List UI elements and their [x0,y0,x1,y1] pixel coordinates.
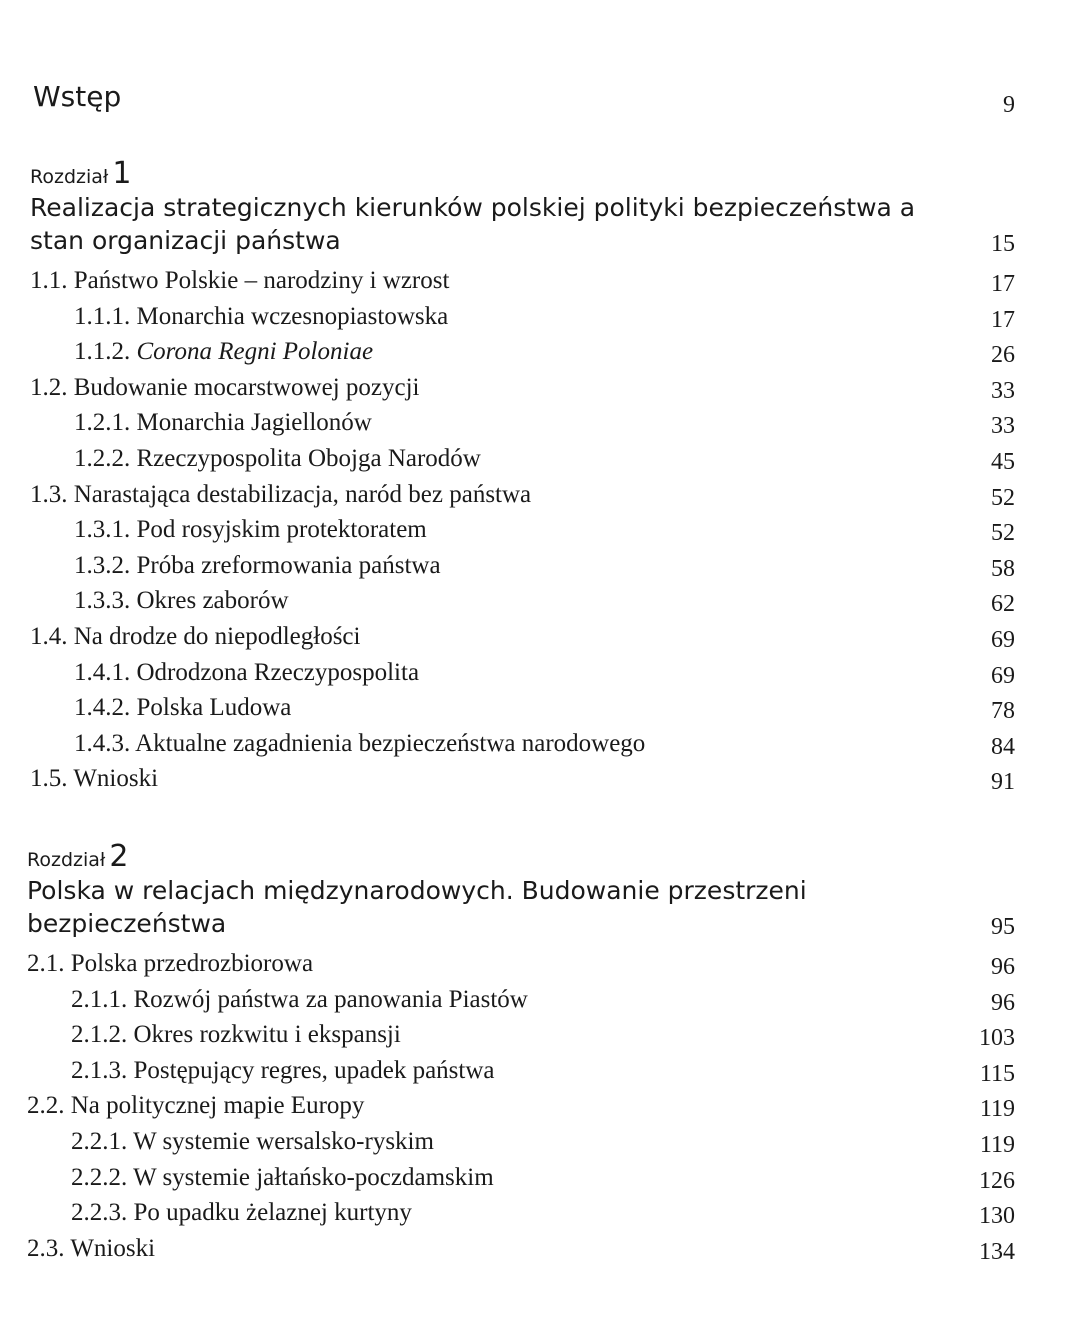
toc-entry-number: 2.3. [27,1234,65,1262]
toc-subsection-entry [30,726,1015,762]
toc-entry-label [30,370,420,406]
chapter-title: Realizacja strategicznych kierunków polskiej polityki bezpieczeństwa a stan organizacji państwa [30,193,916,255]
toc-entry-title: Polska przedrozbiorowa [70,950,314,977]
toc-section-entry [27,946,1015,982]
chapter-number: 1 [112,156,132,191]
toc-entry-title: Okres zaborów [136,587,289,615]
chapter-title-row [30,191,1015,257]
toc-entry-page-number: 115 [979,1060,1015,1087]
toc-entry-title: W systemie jałtańsko-poczdamskim [133,1163,494,1191]
chapter-heading [30,156,1015,191]
toc-entry-page-number: 33 [991,413,1015,440]
toc-entry-number: 1.4.2. [74,694,131,722]
toc-subsection-entry [30,583,1015,619]
toc-entry-page-number: 17 [991,306,1015,333]
toc-entry-number: 1.2. [30,373,68,401]
toc-entry-label [30,334,373,370]
toc-entry-title: Corona Regni Poloniae [136,338,374,366]
toc-subsection-entry [27,1195,1015,1231]
toc-entry-page-number: 62 [991,591,1015,618]
toc-entry-label [27,1231,155,1267]
toc-entry-page-number: 96 [991,989,1015,1016]
toc-entry-label [30,263,449,299]
toc-entry-page-number: 130 [979,1203,1015,1230]
toc-entry-page-number: 91 [991,769,1015,796]
chapter-1 [30,156,1015,797]
toc-entry-page-number: 17 [991,271,1015,297]
toc-entry-title: Monarchia wczesnopiastowska [136,302,449,330]
toc-subsection-entry [30,405,1015,441]
intro-page-number: 9 [1003,92,1015,118]
toc-subsection-entry [27,1160,1015,1196]
toc-entry-title: Państwo Polskie – narodziny i wzrost [73,267,450,294]
toc-entry-label [30,477,531,513]
chapter-heading [27,839,1015,874]
toc-entry-label [30,619,360,655]
toc-entry-title: Budowanie mocarstwowej pozycji [73,373,420,401]
toc-entry-label [27,982,528,1018]
toc-entry-label [30,548,441,584]
toc-entry-title: Odrodzona Rzeczypospolita [136,658,420,686]
toc-entry-page-number: 78 [991,698,1015,725]
toc-entry-number: 2.2.3. [71,1199,128,1227]
toc-entry-number: 1.4. [30,622,68,650]
toc-entry-page-number: 126 [979,1167,1015,1194]
toc-entry-page-number: 119 [979,1096,1015,1123]
toc-entry-number: 2.1. [27,950,65,977]
chapter-number: 2 [109,839,129,874]
toc-subsection-entry [27,1124,1015,1160]
toc-entry-page-number: 96 [991,954,1015,980]
toc-entry-number: 2.1.1. [71,985,128,1013]
toc-entry-number: 1.4.3. [74,729,131,757]
toc-entry-page-number: 58 [991,555,1015,582]
toc-entry-number: 1.3.3. [74,587,131,615]
toc-entry-page-number: 103 [979,1025,1015,1052]
toc-entry-label [30,441,481,477]
intro-title: Wstęp [33,80,122,113]
toc-entry-number: 1.5. [30,765,68,793]
toc-subsection-entry [30,690,1015,726]
toc-section-entry [30,477,1015,513]
toc-entry-page-number: 52 [991,484,1015,511]
toc-entry-label [30,299,448,335]
toc-entry-label [27,1124,434,1160]
chapter-2-entries [27,946,1015,1266]
toc-entry-title: Na politycznej mapie Europy [70,1092,365,1120]
toc-subsection-entry [30,512,1015,548]
toc-entry-number: 1.3.2. [74,551,131,579]
chapter-label: Rozdział [30,166,109,188]
chapter-page-number: 95 [991,914,1015,940]
chapter-label: Rozdział [27,849,106,871]
toc-entry-number: 1.1.1. [74,302,131,330]
toc-entry-number: 1.4.1. [74,658,131,686]
toc-entry-page-number: 119 [979,1131,1015,1158]
toc-entry-label [27,1017,401,1053]
toc-entry-page-number: 45 [991,448,1015,475]
toc-entry-page-number: 134 [979,1238,1015,1265]
toc-subsection-entry [30,299,1015,335]
toc-entry-label [27,1053,495,1089]
toc-entry-title: W systemie wersalsko-ryskim [133,1127,434,1155]
toc-entry-number: 2.2.1. [71,1127,128,1155]
toc-entry-page-number: 26 [991,342,1015,369]
toc-entry-title: Pod rosyjskim protektoratem [136,516,427,544]
toc-section-entry [27,1088,1015,1124]
toc-entry-number: 2.2. [27,1092,65,1120]
chapter-2 [27,839,1015,1266]
toc-entry-label [27,946,313,982]
chapter-page-number: 15 [991,231,1015,257]
toc-entry-title: Polska Ludowa [136,694,292,722]
toc-entry-title: Wnioski [73,765,159,793]
toc-entry-label [27,1088,364,1124]
toc-entry-title: Monarchia Jagiellonów [136,409,372,437]
toc-entry-page-number: 84 [991,733,1015,760]
toc-entry-number: 1.1. [30,267,68,294]
toc-entry-label [30,726,645,762]
chapter-title: Polska w relacjach międzynarodowych. Budowanie przestrzeni bezpieczeństwa [27,876,807,938]
toc-entry-page-number: 33 [991,377,1015,404]
toc-entry-label [30,512,427,548]
toc-entry-title: Aktualne zagadnienia bezpieczeństwa narodowego [135,729,646,757]
toc-entry-label [27,1160,494,1196]
toc-subsection-entry [27,982,1015,1018]
toc-entry-title: Rozwój państwa za panowania Piastów [133,985,528,1013]
toc-subsection-entry [27,1053,1015,1089]
toc-subsection-entry [30,441,1015,477]
toc-entry-title: Narastająca destabilizacja, naród bez państwa [73,480,532,508]
toc-entry-label [30,761,158,797]
toc-section-entry [30,370,1015,406]
toc-entry-number: 2.2.2. [71,1163,128,1191]
toc-section-entry [30,761,1015,797]
toc-entry-title: Próba zreformowania państwa [136,551,441,579]
toc-section-entry [27,1231,1015,1267]
toc-entry-title: Wnioski [70,1234,156,1262]
toc-section-entry [30,619,1015,655]
toc-entry-label [30,405,372,441]
toc-entry-label [30,655,419,691]
chapter-title-row [27,874,1015,940]
toc-entry-label [30,583,289,619]
toc-entry-number: 1.2.1. [74,409,131,437]
toc-entry-title: Po upadku żelaznej kurtyny [133,1199,412,1227]
toc-entry-number: 1.2.2. [74,444,131,472]
toc-section-entry [30,263,1015,299]
toc-entry-number: 2.1.2. [71,1021,128,1049]
toc-entry-title: Okres rozkwitu i ekspansji [133,1021,401,1049]
toc-subsection-entry [30,334,1015,370]
toc-entry-number: 1.3. [30,480,68,508]
toc-entry-title: Rzeczypospolita Obojga Narodów [136,444,481,472]
toc-entry-page-number: 69 [991,626,1015,653]
toc-entry-label [27,1195,412,1231]
toc-entry-page-number: 69 [991,662,1015,689]
toc-entry-title: Na drodze do niepodległości [73,622,361,650]
toc-subsection-entry [30,548,1015,584]
toc-entry-number: 1.3.1. [74,516,131,544]
toc-entry-page-number: 52 [991,520,1015,547]
toc-entry-label [30,690,291,726]
toc-entry-number: 2.1.3. [71,1056,128,1084]
toc-subsection-entry [30,655,1015,691]
chapter-1-entries [30,263,1015,797]
toc-subsection-entry [27,1017,1015,1053]
intro-entry [33,80,1015,118]
toc-entry-title: Postępujący regres, upadek państwa [133,1056,495,1084]
toc-entry-number: 1.1.2. [74,338,131,366]
